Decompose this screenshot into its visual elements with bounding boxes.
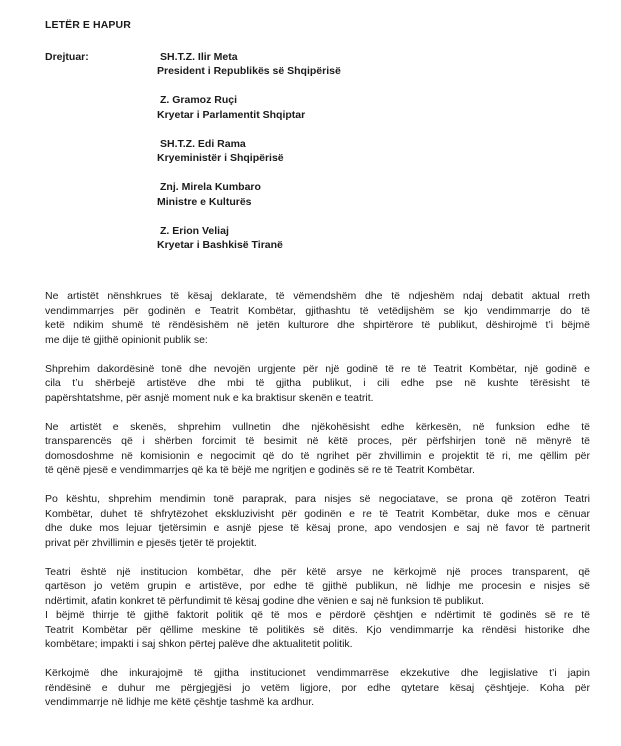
text-line: qartëson jo vetëm grupin e artistëve, por edhe të gjithë publikun, në lidhje me procesin e nisjes së (45, 580, 590, 592)
text-line: Teatrit Kombëtar për qëllime meskine të politikës së ditës. Kjo vendimmarrje ka rëndësi historike dhe (45, 623, 590, 636)
recipient-entry (157, 180, 590, 209)
text-line: ketë ndikim shumë të rëndësishëm në jetën kulturore dhe shpirtërore të publikut, dëshirojmë t’i bëjmë (45, 319, 590, 331)
recipient-name: Z. Erion Veliaj (160, 224, 229, 237)
recipient-title: Ministre e Kulturës (157, 195, 252, 208)
text-line: Kombëtar, duhet të shfrytëzohet ekskluzivisht për godinën e re të Teatrit Kombëtar, duke mos e cënuar (45, 507, 590, 520)
recipient-title: Kryetar i Bashkisë Tiranë (157, 239, 283, 251)
text-line: cila t’u shërbejë artistëve dhe mbi të gjitha publikut, i cili edhe pse në kushte tërësisht të (45, 377, 590, 389)
paragraph (45, 420, 590, 478)
paragraph (45, 666, 590, 710)
text-line: Ne artistët e skenës, shprehim vullnetin dhe njëkohësisht edhe kërkesën, në funksion edhe të (45, 420, 590, 433)
text-line: Kërkojmë dhe inkurajojmë të gjitha institucionet vendimmarrëse ekzekutive dhe legjislative t’i japin (45, 667, 590, 679)
text-line: papërshtatshme, për asnjë moment nuk e ka braktisur skenën e teatrit. (45, 391, 374, 404)
text-line: ndërtimit, afatin konkret të përfundimit të kësaj godine dhe vënien e saj në funksion të publikut. (45, 594, 484, 607)
text-line: Po kështu, shprehim mendimin tonë paraprak, para nisjes së negociatave, se prona që zotëron Teatri (45, 493, 590, 505)
text-line: vendimmarrjes për godinën e Teatrit Kombëtar, gjithashtu të vetëdijshëm se kjo vendimmarrje do të (45, 304, 590, 317)
recipient-title: Kryeministër i Shqipërisë (157, 152, 284, 164)
text-line: rëndësinë e duhur me përgjegjësi jo vetëm ligjore, por edhe qytetare kësaj çështjeje. Koha për (45, 681, 590, 694)
text-line: transparencës që i shërben forcimit të besimit në këtë proces, për përfshirjen tonë në mënyrë të (45, 435, 590, 447)
recipient-name: Znj. Mirela Kumbaro (160, 181, 261, 193)
paragraph (45, 608, 590, 652)
text-line: Shprehim dakordësinë tonë dhe nevojën urgjente për një godinë të re të Teatrit Kombëtar, një godinë e (45, 362, 590, 375)
text-line: të qënë pjesë e vendimmarrjes që ka të bëjë me ngritjen e godinës së re të Teatrit Kombëtar. (45, 464, 475, 476)
recipient-title: President i Republikës së Shqipërisë (157, 65, 341, 77)
text-line: me dije të gjithë opinionit publik se: (45, 333, 208, 346)
text-line: domosdoshme në komisionin e negocimit që do të ngrihet për zhvillimin e projektit të ri, me qëllim për (45, 449, 590, 462)
recipient-entry (157, 224, 590, 253)
addressed-block (45, 50, 590, 268)
text-line: Ne artistët nënshkrues të kësaj deklarate, të vëmendshëm dhe të ndjeshëm ndaj debatit aktual rreth (45, 290, 590, 302)
recipient-entry (157, 50, 590, 79)
recipient-entry (157, 93, 590, 122)
text-line: I bëjmë thirrje të gjithë faktorit politik që të mos e përdorë çështjen e ndërtimit të godinës së re të (45, 609, 590, 621)
addressed-label: Drejtuar: (45, 50, 89, 63)
recipient-name: Z. Gramoz Ruçi (160, 94, 238, 106)
letter-body (45, 289, 590, 710)
text-line: privat për zhvillimin e pjesës tjetër të projektit. (45, 536, 257, 549)
recipient-name: SH.T.Z. Edi Rama (160, 137, 246, 150)
recipient-name: SH.T.Z. Ilir Meta (160, 50, 238, 63)
text-line: vendimmarrje në lidhje me këtë çështje tashmë ka ardhur. (45, 696, 315, 708)
recipients-list (157, 50, 590, 268)
paragraph (45, 289, 590, 347)
paragraph (45, 492, 590, 550)
paragraph (45, 565, 590, 609)
text-line: kombëtare; impakti i saj shkon përtej palëve dhe aktualitetit politik. (45, 638, 353, 650)
text-line: Teatri është një institucion kombëtar, dhe për këtë arsye ne kërkojmë një proces transparent, që (45, 565, 590, 578)
paragraph (45, 362, 590, 406)
recipient-entry (157, 137, 590, 166)
recipient-title: Kryetar i Parlamentit Shqiptar (157, 108, 306, 121)
text-line: dhe duke mos lejuar tjetërsimin e asnjë pjese të kësaj prone, apo vendosjen e saj në favor të partnerit (45, 522, 590, 534)
letter-title: LETËR E HAPUR (45, 19, 131, 31)
